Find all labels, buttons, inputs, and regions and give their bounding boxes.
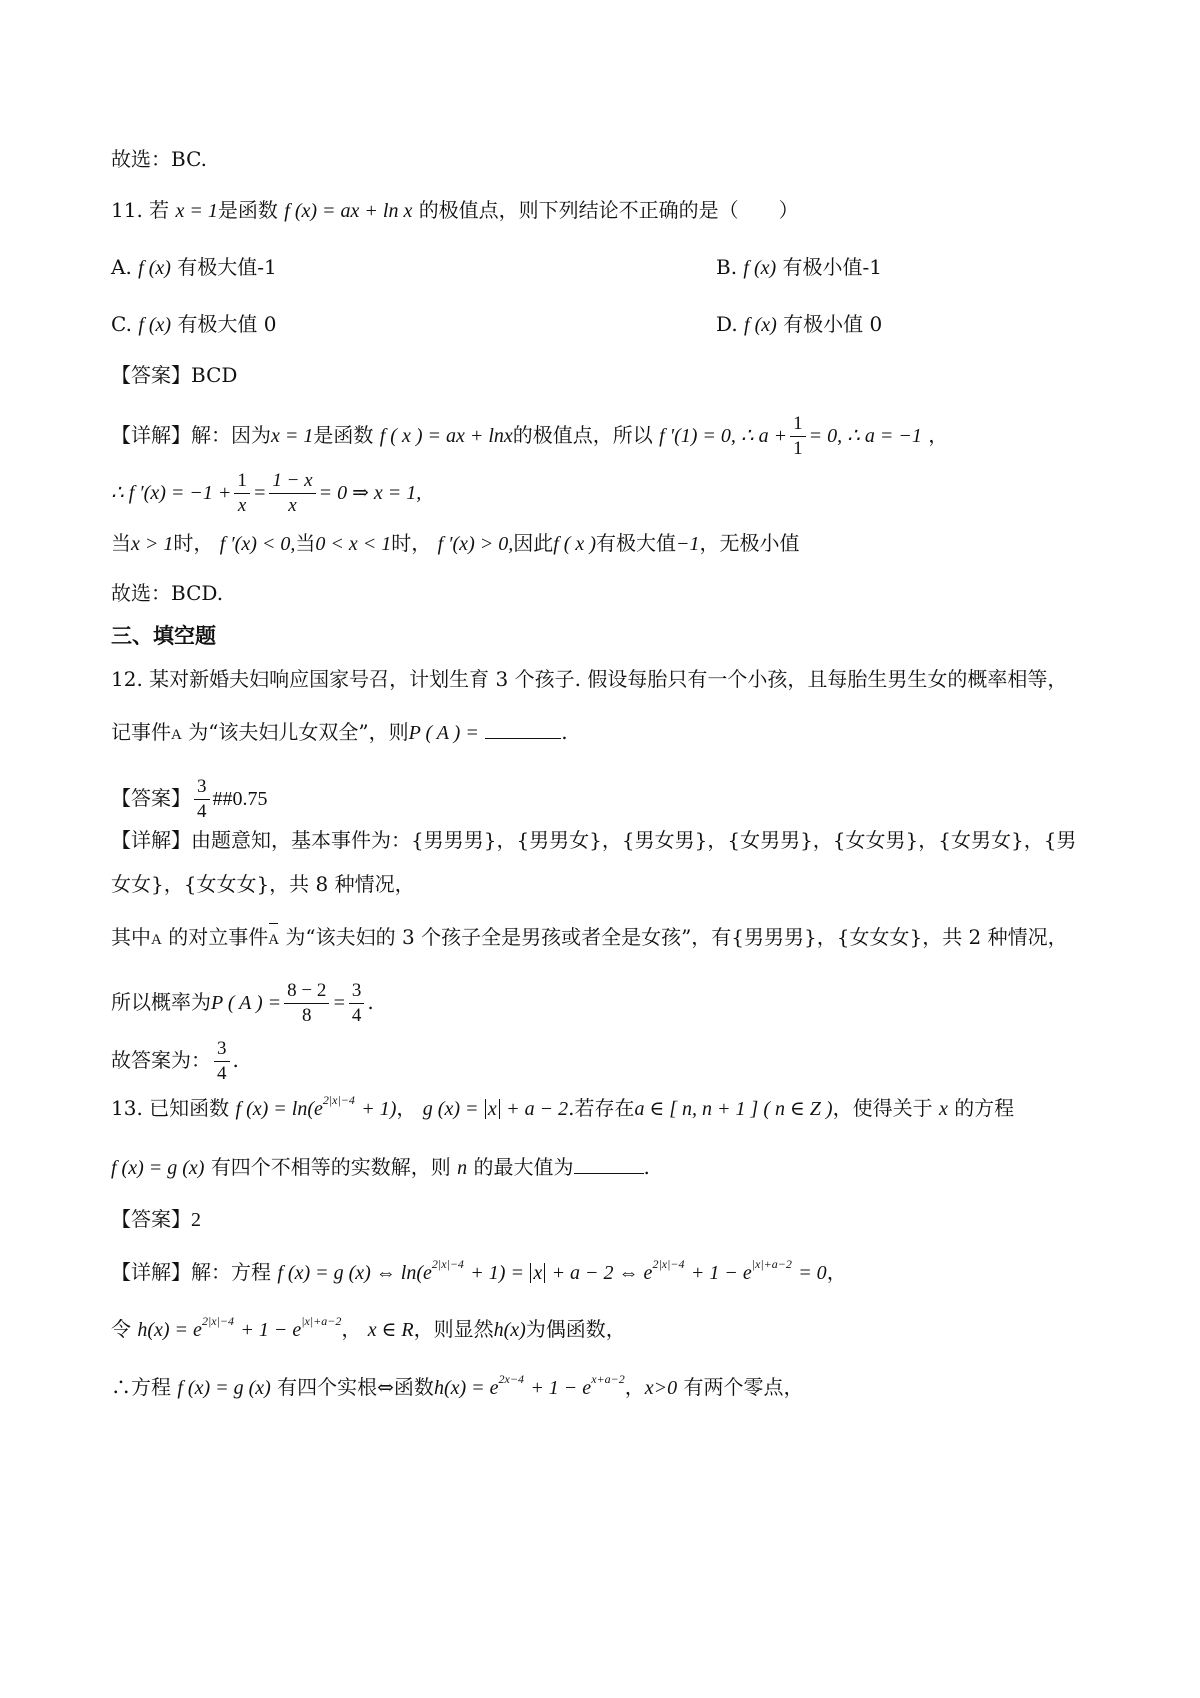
denominator: x <box>237 495 247 516</box>
detail-line <box>111 827 1076 853</box>
text: 的方程 <box>954 1096 1015 1120</box>
math: f (x) <box>744 314 777 336</box>
denominator: 4 <box>217 1063 227 1084</box>
numerator: 3 <box>349 980 365 1004</box>
numerator: 3 <box>194 776 210 800</box>
text: 为“该夫妇儿女双全”，则 <box>188 720 409 744</box>
text: 是函数 <box>313 423 374 447</box>
math: A <box>151 932 162 948</box>
math: f (x) <box>138 257 171 279</box>
answer-blank <box>574 1155 644 1174</box>
math: a ∈ [ n, n + 1 ] ( n ∈ Z ) <box>634 1098 833 1120</box>
paragraph <box>111 146 207 172</box>
denominator: 4 <box>351 1005 362 1026</box>
math: + a − 2 ⇔ e <box>551 1262 653 1284</box>
question-13-stem <box>111 1095 1014 1122</box>
detail-line <box>111 871 415 897</box>
exponent: |x|+a−2 <box>301 1314 342 1328</box>
math: x ∈ R <box>367 1319 414 1341</box>
fraction <box>234 470 250 517</box>
option-d <box>716 311 882 338</box>
math: f (x) = g (x) <box>111 1157 205 1179</box>
text: ，无极小值 <box>699 531 800 555</box>
section-heading <box>111 623 216 649</box>
text: . <box>643 1155 650 1179</box>
detail-line <box>111 1259 847 1286</box>
exponent: 2|x|−4 <box>652 1257 685 1271</box>
text: 12. 某对新婚夫妇响应国家号召，计划生育 3 个孩子. 假设每胎只有一个小孩，且每胎生男生女的概率相等， <box>111 667 1068 691</box>
math: + 1 − e <box>690 1262 752 1284</box>
text: 由题意知，基本事件为：{男男男}，{男男女}，{男女男}，{女男男}，{女女男}，{女男女}，{男 <box>191 828 1077 852</box>
text: ， <box>826 1260 847 1284</box>
option-row <box>111 311 1091 338</box>
detail-tag: 【详解】 <box>111 423 191 447</box>
text: 的对立事件 <box>168 925 269 949</box>
math: f (x) = ax + ln x <box>284 200 413 222</box>
option-label: A. <box>111 255 132 279</box>
text: ， <box>928 423 949 447</box>
answer-line <box>111 362 237 388</box>
denominator: x <box>288 495 297 516</box>
math: + a − 2 <box>506 1098 569 1120</box>
text: 时， <box>391 531 432 555</box>
math: g (x) = <box>422 1098 479 1120</box>
math: f (x) <box>743 257 777 279</box>
answer-value: ##0.75 <box>212 788 268 810</box>
math: f ( x ) <box>553 533 596 555</box>
math: = 0 ⇒ x = 1, <box>318 482 422 504</box>
detail-tag: 【详解】 <box>111 1260 191 1284</box>
paragraph <box>111 580 223 606</box>
math: h(x) = e <box>433 1377 499 1399</box>
option-text: 有极大值-1 <box>177 255 277 279</box>
math: 0 < x < 1 <box>315 533 392 555</box>
text: ， <box>341 1317 362 1341</box>
answer-tag: 【答案】 <box>111 363 191 387</box>
math: f ′(x) > 0, <box>437 533 514 555</box>
text: ， <box>624 1375 645 1399</box>
text: . <box>367 990 374 1014</box>
numerator: 8 − 2 <box>284 980 329 1004</box>
detail-line <box>111 980 374 1027</box>
detail-line <box>111 470 421 517</box>
text: 当 <box>295 531 316 555</box>
math: h(x) = e <box>137 1319 202 1341</box>
answer-tag: 【答案】 <box>111 1207 191 1231</box>
text: 记事件 <box>111 720 171 744</box>
answer-value: 2 <box>191 1209 201 1231</box>
absolute-value: x <box>530 1263 545 1283</box>
text: 解：因为 <box>191 423 271 447</box>
text: 故选：BCD. <box>111 581 224 605</box>
math: = <box>332 992 346 1014</box>
detail-line <box>111 1038 239 1085</box>
math: P ( A ) = <box>211 992 282 1014</box>
text: .若存在 <box>568 1096 635 1120</box>
option-text: 有极小值 0 <box>783 312 883 336</box>
fraction <box>269 470 315 517</box>
option-label: D. <box>716 312 738 336</box>
math: = <box>252 482 267 504</box>
detail-line <box>111 924 1068 953</box>
question-12-stem <box>111 666 1067 692</box>
numerator: 3 <box>214 1038 230 1062</box>
option-label: C. <box>111 312 132 336</box>
text: 故答案为： <box>111 1048 211 1072</box>
text: 其中 <box>111 925 151 949</box>
text: 的最大值为 <box>473 1155 574 1179</box>
math: x = 1 <box>271 425 314 447</box>
text: 为偶函数， <box>525 1317 626 1341</box>
text: 有两个零点， <box>683 1375 804 1399</box>
denominator: 8 <box>302 1005 312 1026</box>
text: 有四个不相等的实数解，则 <box>210 1155 451 1179</box>
complement-a: A <box>268 927 279 953</box>
text: ，使得关于 <box>832 1096 933 1120</box>
denominator: 4 <box>197 801 207 822</box>
math: + 1) <box>361 1098 397 1120</box>
math: h(x) <box>493 1319 526 1341</box>
math: f ( x ) = ax + lnx <box>379 425 513 447</box>
math: ∴ f ′(x) = −1 + <box>111 482 232 504</box>
answer-line <box>111 776 268 823</box>
numerator: 1 <box>790 413 806 437</box>
text: 若 <box>149 198 170 222</box>
text: ，则显然 <box>413 1317 494 1341</box>
detail-tag: 【详解】 <box>111 828 191 852</box>
detail-line <box>111 1374 803 1401</box>
answer-value: BCD <box>191 363 238 387</box>
absolute-value: x <box>485 1099 500 1119</box>
math: f (x) = ln(e <box>235 1098 323 1120</box>
math: f (x) = g (x) ⇔ ln(e <box>277 1262 432 1284</box>
fraction <box>349 980 365 1027</box>
question-13-stem <box>111 1154 650 1181</box>
answer-line <box>111 1206 201 1233</box>
option-label: B. <box>716 255 738 279</box>
math: x <box>938 1098 948 1120</box>
answer-tag: 【答案】 <box>111 786 191 810</box>
math: x>0 <box>644 1377 678 1399</box>
text: 解：方程 <box>191 1260 271 1284</box>
math: f ′(1) = 0, ∴ a + <box>659 425 788 447</box>
answer-blank <box>485 720 561 739</box>
exponent: 2x−4 <box>498 1372 524 1386</box>
exponent: 2|x|−4 <box>431 1257 464 1271</box>
text: 有四个实根⇔函数 <box>277 1375 434 1399</box>
denominator: 1 <box>793 438 803 459</box>
text: 女女}，{女女女}，共 8 种情况， <box>111 872 415 896</box>
detail-line <box>111 413 948 460</box>
fraction <box>284 980 329 1027</box>
math: + 1) = <box>470 1262 524 1284</box>
math: x = 1 <box>175 200 218 222</box>
question-12-stem <box>111 719 568 748</box>
text: 故选：BC. <box>111 147 208 171</box>
numerator: 1 − x <box>269 470 315 494</box>
math: + 1 − e <box>240 1319 302 1341</box>
option-text: 有极小值-1 <box>782 255 883 279</box>
exponent: 2|x|−4 <box>322 1093 355 1107</box>
option-a <box>111 255 277 279</box>
text: 有极大值 <box>595 531 676 555</box>
math: f (x) <box>138 314 172 336</box>
text: . <box>232 1048 239 1072</box>
heading-text: 三、填空题 <box>111 624 216 648</box>
fraction <box>790 413 806 460</box>
text: . <box>561 720 568 744</box>
detail-line <box>111 530 799 557</box>
math: n <box>457 1157 468 1179</box>
math: + 1 − e <box>530 1377 592 1399</box>
text: 所以概率为 <box>111 990 211 1014</box>
text: 为“该夫妇的 3 个孩子全是男孩或者全是女孩”，有{男男男}，{女女女}，共 2 种情况， <box>285 925 1068 949</box>
question-11-stem <box>111 197 799 224</box>
numerator: 1 <box>234 470 250 494</box>
text: 是函数 <box>217 198 278 222</box>
text: ∴方程 <box>111 1375 171 1399</box>
math: f (x) = g (x) <box>177 1377 271 1399</box>
option-b <box>716 254 882 281</box>
exponent: 2|x|−4 <box>201 1314 234 1328</box>
math: P ( A ) = <box>408 722 479 744</box>
text: 的极值点，则下列结论不正确的是（ ） <box>418 198 799 222</box>
exponent: |x|+a−2 <box>751 1257 792 1271</box>
option-text: 有极大值 0 <box>177 312 277 336</box>
fraction <box>194 776 210 823</box>
text: 的极值点，所以 <box>512 423 653 447</box>
exponent: x+a−2 <box>591 1372 625 1386</box>
math: = 0 <box>798 1262 827 1284</box>
math: = 0, ∴ a = −1 <box>808 425 922 447</box>
text: 13. 已知函数 <box>111 1096 230 1120</box>
math: x > 1 <box>131 533 174 555</box>
text: 令 <box>111 1317 131 1341</box>
math: f ′(x) < 0, <box>219 533 296 555</box>
detail-line <box>111 1316 626 1343</box>
fraction <box>214 1038 230 1085</box>
option-row <box>111 254 1091 281</box>
text: 时， <box>173 531 214 555</box>
option-c <box>111 312 277 336</box>
question-number: 11. <box>111 198 143 222</box>
math: −1 <box>675 533 700 555</box>
text: ， <box>396 1096 417 1120</box>
text: 因此 <box>513 531 554 555</box>
text: 当 <box>111 531 131 555</box>
math: A <box>171 727 182 743</box>
